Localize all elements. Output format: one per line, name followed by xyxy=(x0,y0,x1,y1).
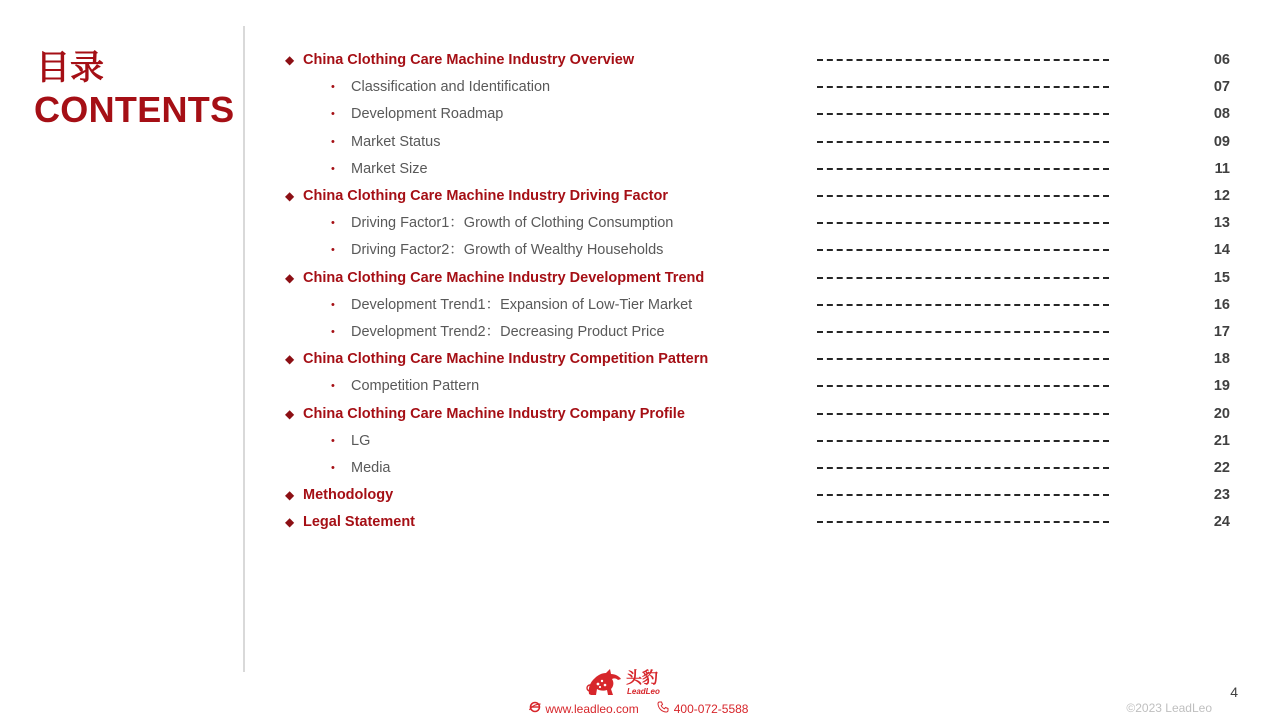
page-title-cn: 目录 xyxy=(36,48,104,88)
brand-name-en: LeadLeo xyxy=(627,687,660,696)
toc-subsection-row[interactable] xyxy=(285,295,1230,315)
dotted-leader xyxy=(817,331,1109,333)
toc-entry-label: LG xyxy=(351,432,371,449)
toc-page-number: 11 xyxy=(1214,160,1230,177)
footer-logo xyxy=(586,668,666,698)
toc-page-number: 15 xyxy=(1213,269,1230,286)
toc-page-number: 13 xyxy=(1213,215,1230,232)
dot-bullet-icon: • xyxy=(331,326,335,338)
toc-entry-label: Driving Factor1：Growth of Clothing Consumption xyxy=(351,215,674,232)
dot-bullet-icon: • xyxy=(331,434,335,447)
toc-entry-label: China Clothing Care Machine Industry Overview xyxy=(303,52,635,68)
toc-entry-label: Market Size xyxy=(351,160,428,177)
toc-page-number: 17 xyxy=(1213,324,1230,340)
toc-entry-label: China Clothing Care Machine Industry Driving Factor xyxy=(303,188,668,204)
toc-section-row[interactable] xyxy=(285,50,1230,70)
dotted-leader xyxy=(817,141,1109,143)
dot-bullet-icon: • xyxy=(331,135,335,148)
dotted-leader xyxy=(817,168,1109,170)
dot-bullet-icon: • xyxy=(331,162,335,175)
page-title-en: CONTENTS xyxy=(34,89,235,130)
toc-entry-label: Media xyxy=(351,460,391,476)
dotted-leader xyxy=(817,222,1109,224)
toc-subsection-row[interactable] xyxy=(285,322,1230,342)
toc-subsection-row[interactable] xyxy=(285,376,1230,396)
toc-entry-label: China Clothing Care Machine Industry Competition Pattern xyxy=(303,351,709,368)
toc-page-number: 19 xyxy=(1213,378,1230,395)
dotted-leader xyxy=(817,195,1109,197)
toc-subsection-row[interactable] xyxy=(285,132,1230,152)
toc-entry-label: China Clothing Care Machine Industry Company Profile xyxy=(303,405,685,422)
toc-entry-label: Development Trend1：Expansion of Low-Tier Market xyxy=(351,296,693,313)
diamond-bullet-icon: ◆ xyxy=(285,352,295,367)
toc-section-row[interactable] xyxy=(285,404,1230,424)
toc-page-number: 14 xyxy=(1213,242,1230,259)
toc-page-number: 22 xyxy=(1213,460,1230,476)
dotted-leader xyxy=(817,467,1109,469)
dotted-leader xyxy=(817,249,1109,251)
dotted-leader xyxy=(817,440,1109,442)
dot-bullet-icon: • xyxy=(331,380,335,393)
leopard-logo-icon xyxy=(586,668,624,698)
toc-entry-label: Development Roadmap xyxy=(351,106,504,123)
footer-contact xyxy=(529,700,748,716)
toc-page-number: 18 xyxy=(1213,351,1230,368)
website-link[interactable]: www.leadleo.com xyxy=(545,701,639,716)
toc-subsection-row[interactable] xyxy=(285,159,1230,179)
dotted-leader xyxy=(817,277,1109,279)
phone-number: 400-072-5588 xyxy=(673,701,749,716)
toc-page-number: 06 xyxy=(1213,52,1230,68)
toc-entry-label: Market Status xyxy=(351,133,441,150)
diamond-bullet-icon: ◆ xyxy=(285,53,295,67)
toc-entry-label: Competition Pattern xyxy=(351,378,480,395)
dotted-leader xyxy=(817,304,1109,306)
toc-entry-label: China Clothing Care Machine Industry Development Trend xyxy=(303,269,705,286)
toc-subsection-row[interactable] xyxy=(285,104,1230,124)
diamond-bullet-icon: ◆ xyxy=(285,270,295,285)
toc-page-number: 12 xyxy=(1213,188,1230,204)
toc-page-number: 07 xyxy=(1213,79,1230,96)
dotted-leader xyxy=(817,521,1109,523)
dotted-leader xyxy=(817,86,1109,88)
diamond-bullet-icon: ◆ xyxy=(285,406,295,421)
dotted-leader xyxy=(817,59,1109,61)
toc-page-number: 23 xyxy=(1213,487,1230,504)
dot-bullet-icon: • xyxy=(331,244,335,257)
page-number: 4 xyxy=(1230,684,1238,700)
dot-bullet-icon: • xyxy=(331,217,335,230)
copyright: ©2023 LeadLeo xyxy=(1126,701,1212,715)
toc-page-number: 21 xyxy=(1213,432,1230,449)
toc-section-row[interactable] xyxy=(285,186,1230,206)
toc-page-number: 20 xyxy=(1213,405,1230,422)
toc-entry-label: Methodology xyxy=(303,487,394,504)
toc-subsection-row[interactable] xyxy=(285,77,1230,97)
diamond-bullet-icon: ◆ xyxy=(285,488,295,503)
toc-subsection-row[interactable] xyxy=(285,431,1230,451)
toc-page-number: 09 xyxy=(1213,133,1230,150)
vertical-divider xyxy=(243,26,245,672)
dot-bullet-icon: • xyxy=(331,81,335,94)
toc-entry-label: Classification and Identification xyxy=(351,79,551,96)
diamond-bullet-icon: ◆ xyxy=(285,189,295,203)
brand-name-cn: 头豹 xyxy=(626,668,659,687)
toc-section-row[interactable] xyxy=(285,485,1230,505)
toc-page-number: 16 xyxy=(1213,296,1230,313)
toc-section-row[interactable] xyxy=(285,268,1230,288)
toc-subsection-row[interactable] xyxy=(285,458,1230,478)
toc-section-row[interactable] xyxy=(285,349,1230,369)
dot-bullet-icon: • xyxy=(331,462,335,474)
dotted-leader xyxy=(817,494,1109,496)
dot-bullet-icon: • xyxy=(331,298,335,311)
dotted-leader xyxy=(817,413,1109,415)
phone-icon xyxy=(657,701,669,717)
dotted-leader xyxy=(817,385,1109,387)
dotted-leader xyxy=(817,113,1109,115)
toc-subsection-row[interactable] xyxy=(285,240,1230,260)
toc-entry-label: Driving Factor2：Growth of Wealthy Households xyxy=(351,242,664,259)
dotted-leader xyxy=(817,358,1109,360)
toc-page-number: 24 xyxy=(1213,514,1230,531)
toc-entry-label: Development Trend2：Decreasing Product Price xyxy=(351,324,665,340)
toc-subsection-row[interactable] xyxy=(285,213,1230,233)
toc-entry-label: Legal Statement xyxy=(303,514,415,531)
web-icon xyxy=(529,701,541,717)
toc-section-row[interactable] xyxy=(285,512,1230,532)
diamond-bullet-icon: ◆ xyxy=(285,515,295,530)
toc-page-number: 08 xyxy=(1213,106,1230,123)
dot-bullet-icon: • xyxy=(331,108,335,121)
